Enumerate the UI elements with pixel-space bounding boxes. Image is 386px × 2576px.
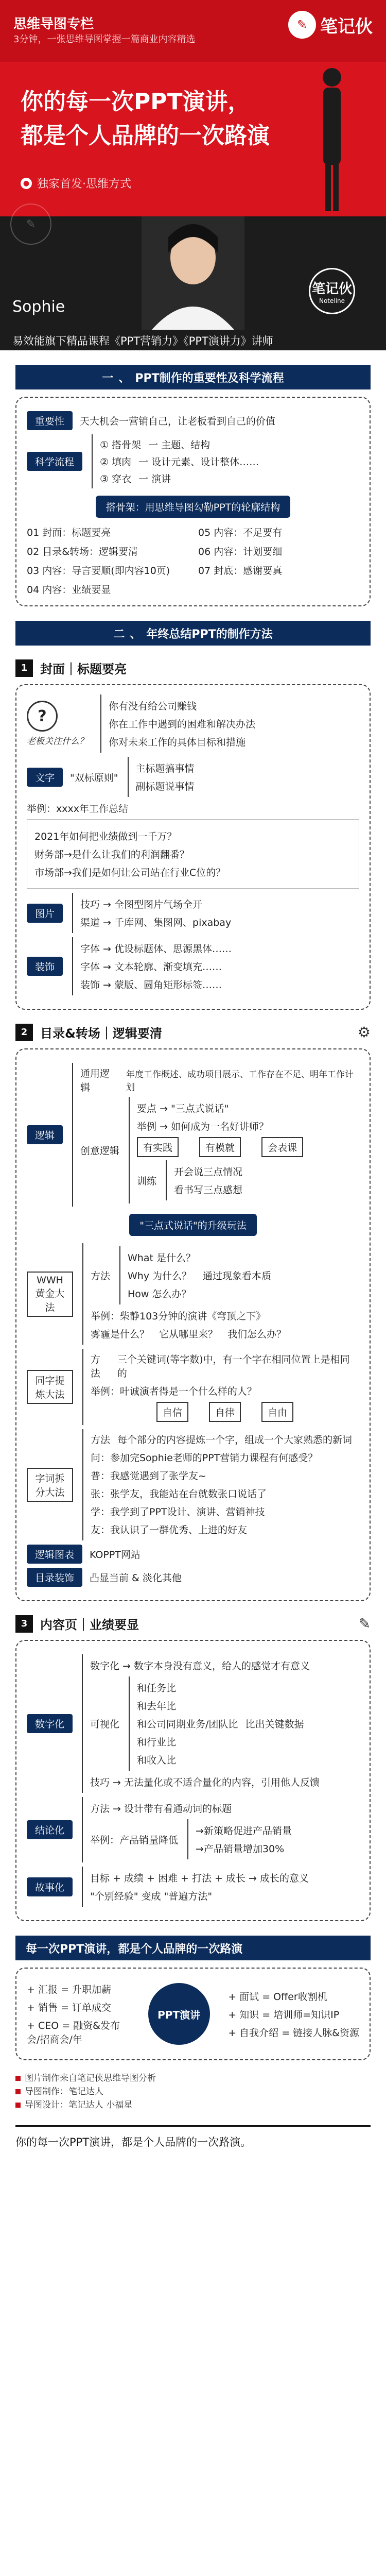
bullet-icon (15, 2103, 21, 2108)
compare-item: 和收入比 (137, 1755, 177, 1766)
chapter-3-title: 内容页｜业绩要显 (40, 1618, 139, 1632)
step-3-label: ③ 穿衣 (100, 473, 132, 485)
learn-method-label: 方法 (91, 1434, 111, 1446)
hero-badge (21, 175, 131, 191)
common-logic-label: 通用逻辑 (80, 1068, 110, 1093)
wwh-method-row (91, 1246, 286, 1304)
peer-example: 举例：叶诚演者得是一个什么样的人？ (90, 1386, 257, 1397)
step-3 (100, 471, 259, 485)
deco-label: 装饰 (27, 957, 63, 976)
conclusion-example-label: 举例：产品销量降低 (90, 1834, 179, 1846)
compare-item: 和公司同期业务/团队比 (137, 1719, 238, 1730)
bottom-header (15, 1936, 371, 1960)
speaker-name: Sophie (12, 298, 65, 316)
skeleton-center: 搭骨架：用思维导图勾勒PPT的轮廓结构 (96, 496, 291, 518)
chapter-2-title: 目录&转场｜逻辑要清 (40, 1026, 162, 1041)
step-2-label: ② 填肉 (100, 456, 132, 468)
shape-text: 凸显当前 & 淡化其他 (90, 1572, 182, 1584)
compare-label: 可视化 (90, 1719, 120, 1730)
bottom-left-item: + 销售 = 订单成交 (27, 2002, 111, 2013)
learn-answer: 友：我认识了一群优秀、上进的好友 (91, 1524, 248, 1536)
content-frame (15, 1640, 371, 1921)
peer-list (82, 1349, 359, 1425)
science-row (27, 434, 359, 488)
image-row (27, 893, 359, 933)
bottom-right-item: + 知识 = 培训师=知识IP (228, 2009, 340, 2021)
skeleton-item: 07 封底：感谢要真 (198, 565, 283, 577)
hero-badge-text: 独家首发·思维方式 (37, 178, 131, 191)
wwh-method-label: 方法 (91, 1270, 111, 1282)
hero-title-line-1: 你的每一次PPT演讲， (21, 89, 251, 115)
section-2-num: 二 (113, 628, 125, 641)
boss-question (27, 694, 359, 753)
credit-text: 图片制作来自笔记侠思维导图分析 (25, 2073, 156, 2083)
chapter-cover (15, 659, 371, 677)
peer-method-label: 方法 (90, 1354, 100, 1379)
step-1-leaf: 一 主题、结构 (148, 439, 210, 451)
cover-example-box (27, 819, 359, 889)
skeleton-item: 03 内容：导言要顺(即内容10页) (27, 565, 170, 577)
image-list (72, 893, 231, 933)
creative-logic-label: 创意逻辑 (80, 1145, 120, 1157)
conclusion-row (27, 1797, 359, 1862)
wwh-list (82, 1243, 286, 1345)
brand-stamp (309, 268, 355, 314)
skeleton-item: 02 目录&转场：逻辑要清 (27, 546, 138, 557)
data-row (27, 1654, 359, 1793)
question-item: 你对未来工作的具体目标和措施 (109, 737, 246, 748)
credit-line (15, 2098, 371, 2112)
learn-method-text: 每个部分的内容提炼一个字，组成一个大家熟悉的新词 (117, 1434, 353, 1446)
skeleton-item: 05 内容：不足要有 (198, 527, 283, 538)
learn-answer: 学：我学到了PPT设计、演讲、营销神技 (91, 1506, 265, 1518)
tool-row (27, 1545, 359, 1564)
example-question: 举例 → 如何成为一名好讲师？ (137, 1121, 269, 1132)
conclusion-list (82, 1797, 292, 1862)
creative-list (129, 1097, 303, 1204)
skeleton-item: 06 内容：计划要细 (198, 546, 283, 557)
common-logic-text: 年度工作概述、成功项目展示、工作存在不足、明年工作计划 (126, 1070, 354, 1093)
text-label: 文字 (27, 768, 63, 787)
deco-item: 字体 → 文本轮廓、渐变填充…… (80, 961, 222, 973)
bottom-right-item: + 自我介绍 = 链接人脉&资源 (228, 2027, 359, 2039)
importance-label: 重要性 (27, 411, 73, 430)
common-logic-row (80, 1066, 359, 1094)
image-item: 渠道 → 千库网、集图网、pixabay (80, 917, 232, 928)
wwh-note: 通过现象看本质 (202, 1270, 271, 1282)
credit-text: 导图设计：笔记达人 小福星 (25, 2100, 133, 2110)
deco-item: 装饰 → 蒙版、圆角矩形标签…… (80, 979, 222, 991)
brand-logo (288, 9, 373, 40)
data-tip: 技巧 → 无法量化或不适合量化的内容，引用他人反馈 (90, 1777, 320, 1788)
question-label: 老板关注什么？ (27, 736, 88, 747)
step-2 (100, 454, 259, 468)
peer-row (27, 1349, 359, 1425)
cover-example-item: 2021年如何把业绩做到一千万？ (34, 831, 177, 842)
column-subtitle: 3分钟，一张思维导图掌握一篇商业内容精选 (13, 34, 196, 45)
credit-notes (15, 2072, 371, 2112)
tool-text: KOPPT网站 (90, 1549, 141, 1561)
title-rules (128, 757, 195, 797)
text-rule: "双标原则" (70, 772, 118, 784)
toc-frame (15, 1048, 371, 1601)
bottom-left (27, 1978, 130, 2050)
column-category: 思维导图专栏 (13, 16, 94, 32)
peer-method-text: 三个关键词(等字数)中，有一个字在相同位置上是相同的 (117, 1354, 350, 1379)
wwh-questions (119, 1246, 196, 1304)
story-item: 目标 + 成绩 + 困难 + 打法 + 成长 → 成长的意义 (90, 1873, 309, 1884)
question-item: 你有没有给公司赚钱 (109, 701, 197, 712)
compare-note: 比出关键数据 (245, 1719, 304, 1730)
wwh-example: 举例：柴静103分钟的演讲《穹顶之下》 (91, 1311, 266, 1322)
train-item: 看书写三点感想 (174, 1184, 243, 1196)
section-2-title: 年终总结PPT的制作方法 (146, 628, 273, 641)
train-row (137, 1160, 303, 1200)
cover-example: 举例：xxxx年工作总结 (27, 803, 128, 815)
science-label: 科学流程 (27, 452, 82, 471)
logic-label: 逻辑 (27, 1125, 63, 1144)
compare-list (129, 1676, 238, 1771)
footer-quote: 你的每一次PPT演讲，都是个人品牌的一次路演。 (15, 2125, 371, 2149)
bottom-right (228, 1985, 359, 2043)
learn-list (82, 1429, 352, 1540)
bullet-icon (15, 2076, 21, 2081)
question-icon: ? (27, 701, 58, 732)
logic-list (72, 1063, 359, 1207)
story-row (27, 1867, 359, 1907)
bottom-frame (15, 1968, 371, 2060)
sub-item: 有模就 (199, 1137, 241, 1157)
train-list (166, 1160, 242, 1200)
section-1-header: 一 、 PPT制作的重要性及科学流程 (15, 365, 371, 389)
cover-example-item: 市场部→我们是如何让公司站在行业C位的？ (34, 867, 226, 878)
credit-line (15, 2085, 371, 2098)
peer-word: 自由 (261, 1402, 293, 1422)
conclusion-example-item: →产品销量增加30% (196, 1843, 285, 1855)
chapter-3-number: 3 (15, 1615, 33, 1633)
deco-item: 字体 → 优设标题体、思源黑体…… (80, 943, 232, 955)
bullet-icon (15, 2089, 21, 2094)
learn-method-row (91, 1432, 352, 1446)
wwh-label: WWH黄金大法 (27, 1272, 73, 1317)
bottom-right-item: + 面试 = Offer收割机 (228, 1991, 327, 2003)
logic-row (27, 1063, 359, 1207)
peer-words (91, 1402, 359, 1422)
chapter-1-number: 1 (15, 659, 33, 677)
bottom-left-item: + CEO = 融资&发布会/招商会/年 (27, 2020, 120, 2045)
chapter-content (15, 1615, 371, 1633)
tool-label: 逻辑图表 (27, 1545, 82, 1564)
learn-question: 问：参加完Sophie老师的PPT营销力课程有何感受？ (91, 1452, 318, 1464)
learn-answer: 普：我感觉遇到了张学友~ (91, 1470, 206, 1482)
compare-item: 和任务比 (137, 1683, 177, 1694)
credit-text: 导图制作：笔记达人 (25, 2087, 103, 2097)
sub-item: 会表课 (261, 1137, 303, 1157)
question-list (100, 694, 255, 753)
watermark-stamp-icon: ✎ (10, 204, 51, 245)
peer-method-row (91, 1352, 359, 1380)
step-1-label: ① 搭骨架 (100, 439, 142, 451)
wwh-row (27, 1243, 359, 1345)
skeleton-item: 01 封面：标题要亮 (27, 527, 111, 538)
skeleton-item: 04 内容：业绩要显 (27, 584, 111, 596)
image-item: 技巧 → 全图型图片气场全开 (80, 899, 203, 910)
step-1 (100, 437, 259, 451)
pen-icon: ✎ (358, 1615, 371, 1632)
peer-word: 自律 (209, 1402, 241, 1422)
network-icon: ⚙ (357, 1024, 371, 1041)
step-2-leaf: 一 设计元素、设计整体…… (138, 456, 259, 468)
wwh-how: How 怎么办？ (128, 1289, 191, 1300)
bottom-left-item: + 汇报 = 升职加薪 (27, 1984, 111, 1995)
story-list (82, 1867, 309, 1907)
example-sub-items (137, 1137, 303, 1157)
conclusion-example-list (187, 1819, 292, 1859)
learn-row (27, 1429, 359, 1540)
speaker-description: 易效能旗下精品课程《PPT营销力》《PPT演讲力》讲师 (0, 330, 386, 350)
logo-mark-icon: ✎ (288, 11, 316, 39)
sub-title-rule: 副标题说事情 (135, 781, 195, 792)
deco-row (27, 937, 359, 995)
train-item: 开会说三点情况 (174, 1166, 243, 1178)
credit-line (15, 2072, 371, 2085)
hero-title (21, 85, 270, 153)
shape-row (27, 1568, 359, 1587)
skeleton-items (27, 525, 359, 596)
peer-word: 自信 (156, 1402, 188, 1422)
section-1-num: 一 (102, 371, 114, 385)
question-item: 你在工作中遇到的困难和解决办法 (109, 719, 256, 730)
question-block (27, 701, 88, 747)
upgrade-center: "三点式说话"的升级玩法 (129, 1214, 256, 1236)
badge-dot-icon: ● (21, 178, 32, 189)
importance-row (27, 411, 359, 430)
peer-label: 同字提炼大法 (27, 1370, 73, 1404)
step-3-leaf: 一 演讲 (138, 473, 171, 485)
compare-row (90, 1676, 320, 1771)
chapter-1-title: 封面｜标题要亮 (40, 662, 127, 676)
key-point: 要点 → "三点式说话" (137, 1103, 229, 1114)
data-label: 数字化 (27, 1714, 73, 1733)
data-item: 数字化 → 数字本身没有意义，给人的感觉才有意义 (90, 1660, 310, 1672)
speaker-figure-icon (314, 62, 350, 216)
section-2-header: 二 、 年终总结PPT的制作方法 (15, 621, 371, 646)
stamp-main-text: 笔记伙 (311, 281, 352, 297)
section-1-title: PPT制作的重要性及科学流程 (135, 371, 284, 385)
wwh-why: Why 为什么？ (128, 1270, 192, 1282)
shape-label: 目录装饰 (27, 1568, 82, 1587)
cover-frame (15, 684, 371, 1010)
story-item: "个别经验" 变成 "普遍方法" (90, 1891, 213, 1902)
wwh-chain: 雾霾是什么？ 它从哪里来？ 我们怎么办？ (91, 1329, 287, 1340)
importance-text: 天大机会一营销自己，让老板看到自己的价值 (80, 416, 276, 427)
hero-title-line-2: 都是个人品牌的一次路演 (21, 123, 270, 149)
creative-logic-row (80, 1097, 359, 1204)
ppt-core: PPT演讲 (148, 1983, 210, 2045)
compare-item: 和行业比 (137, 1737, 177, 1748)
train-label: 训练 (137, 1175, 157, 1187)
conclusion-example (90, 1819, 292, 1859)
wwh-what: What 是什么？ (128, 1252, 196, 1264)
science-steps (92, 434, 259, 488)
speaker-portrait (142, 216, 244, 330)
cover-example-item: 财务部→是什么让我们的利润翻番？ (34, 849, 189, 860)
conclusion-example-item: →新策略促进产品销量 (196, 1825, 292, 1837)
logo-text: 笔记伙 (320, 16, 373, 37)
story-label: 故事化 (27, 1877, 73, 1896)
text-row (27, 757, 359, 797)
learn-answer: 张：张学友，我能站在台就数张口说话了 (91, 1488, 267, 1500)
chapter-2-number: 2 (15, 1024, 33, 1041)
conclusion-label: 结论化 (27, 1820, 73, 1839)
deco-list (72, 937, 232, 995)
chapter-toc (15, 1023, 371, 1041)
sub-item: 有实践 (137, 1137, 179, 1157)
learn-label: 字词拆分大法 (27, 1468, 73, 1502)
image-label: 图片 (27, 904, 63, 923)
hero-banner (0, 0, 386, 330)
bottom-title: 每一次PPT演讲，都是个人品牌的一次路演 (26, 1942, 243, 1956)
section-1-frame (15, 397, 371, 606)
stamp-sub-text: Noteline (319, 297, 345, 304)
conclusion-item: 方法 → 设计带有看通动词的标题 (90, 1803, 232, 1815)
data-list (82, 1654, 320, 1793)
compare-item: 和去年比 (137, 1701, 177, 1712)
main-title-rule: 主标题搞事情 (135, 763, 195, 774)
